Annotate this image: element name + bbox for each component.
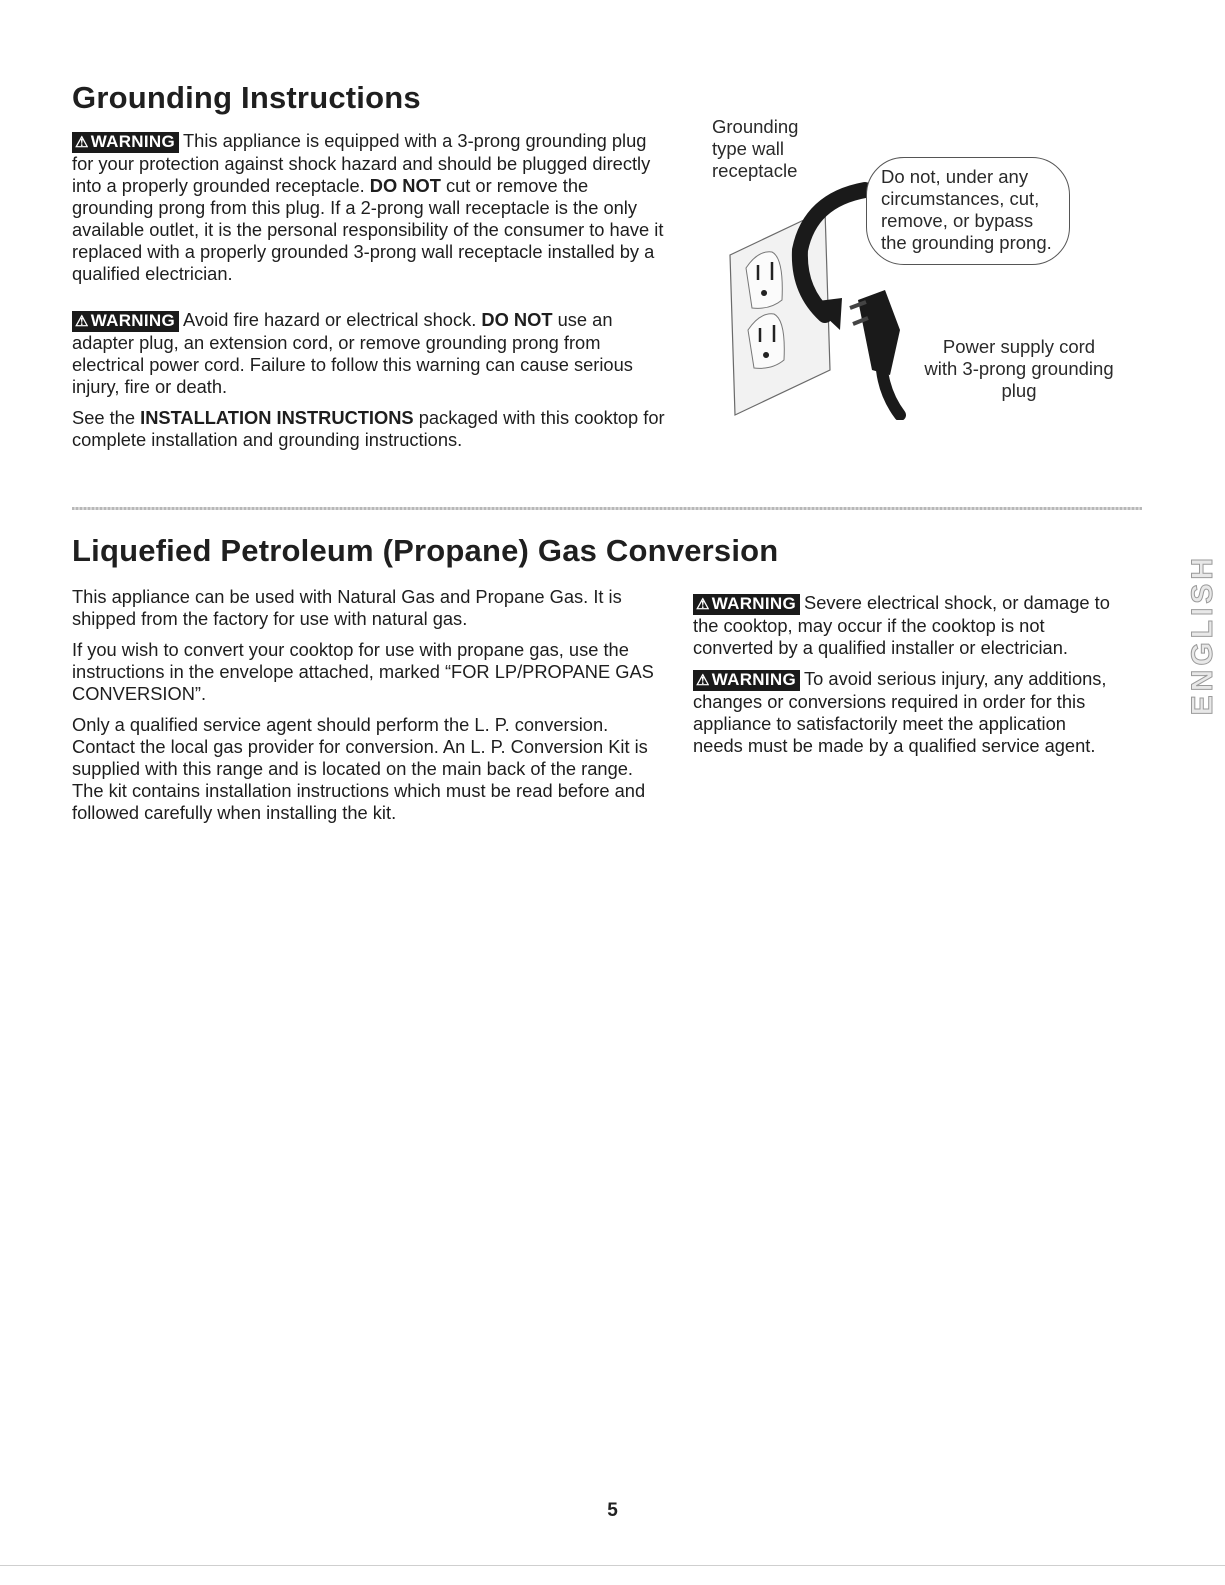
lp-warning-1: ⚠ WARNING Severe electrical shock, or damage to the cooktop, may occur if the cooktop is not converted by a qualified installer or electrician. <box>693 592 1110 658</box>
language-tab <box>1186 554 1220 716</box>
warning-badge: ⚠ WARNING <box>693 594 800 615</box>
bottom-rule <box>0 1565 1225 1566</box>
section-divider <box>72 507 1142 510</box>
grounding-see-installation: See the INSTALLATION INSTRUCTIONS packaged with this cooktop for complete installation and grounding instructions. <box>72 407 665 450</box>
language-tab-label: ENGLISH <box>1186 554 1219 716</box>
plug-icon <box>850 290 900 415</box>
caution-bubble: Do not, under any circumstances, cut, remove, or bypass the grounding prong. <box>866 157 1070 265</box>
lp-body-left <box>72 586 656 824</box>
grounding-title: Grounding Instructions <box>72 80 421 115</box>
lp-warning-2: ⚠ WARNING To avoid serious injury, any additions, changes or conversions required in order for this appliance to satisfactorily meet the application needs must be made by a qualified service agent. <box>693 668 1107 756</box>
warning-badge: ⚠ WARNING <box>72 132 179 153</box>
cord-label: Power supply cord with 3-prong grounding plug <box>924 336 1114 401</box>
lp-para-3: Only a qualified service agent should perform the L. P. conversion. Contact the local gas provider for conversion. An L. P. Conversion Kit is supplied with this range and is located on the main back of the range. The kit contains installation instructions which must be read before and followed carefully when installing the kit. <box>72 714 648 823</box>
grounding-warning-2: ⚠ WARNING Avoid fire hazard or electrical shock. DO NOT use an adapter plug, an extension cord, or remove grounding prong from electrical power cord. Failure to follow this warning can cause serious injury, fire or death. <box>72 309 633 397</box>
warning-badge: ⚠ WARNING <box>72 311 179 332</box>
lp-para-2: If you wish to convert your cooktop for use with propane gas, use the instructions in the envelope attached, marked “FOR LP/PROPANE GAS CONVERSION”. <box>72 639 654 704</box>
warning-triangle-icon: ⚠ <box>75 134 89 151</box>
receptacle-label: Grounding type wall receptacle <box>712 116 799 181</box>
warning-triangle-icon: ⚠ <box>696 672 710 689</box>
grounding-warning-1: ⚠ WARNING This appliance is equipped with a 3-prong grounding plug for your protection against shock hazard and should be plugged directly into a properly grounded receptacle. DO NOT cut or remove the grounding prong from this plug. If a 2-prong wall receptacle is the only available outlet, it is the personal responsibility of the consumer to have it replaced with a properly grounded 3-prong wall receptacle installed by a qualified electrician. <box>72 130 664 284</box>
lp-body-right <box>693 592 1116 757</box>
warning-triangle-icon: ⚠ <box>75 313 89 330</box>
grounding-body <box>72 130 670 451</box>
warning-badge: ⚠ WARNING <box>693 670 800 691</box>
page-number: 5 <box>607 1500 618 1521</box>
warning-triangle-icon: ⚠ <box>696 596 710 613</box>
lp-para-1: This appliance can be used with Natural Gas and Propane Gas. It is shipped from the factory for use with natural gas. <box>72 586 622 629</box>
lp-title: Liquefied Petroleum (Propane) Gas Conversion <box>72 533 779 568</box>
